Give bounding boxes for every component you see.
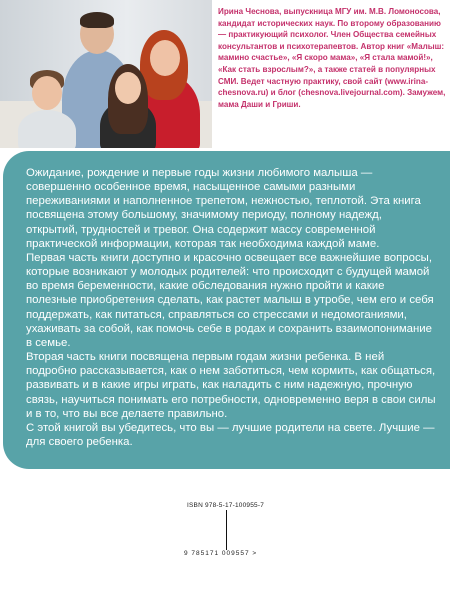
- author-bio: Ирина Чеснова, выпускница МГУ им. М.В. Ломоносова, кандидат исторических наук. По второму образованию — практикующий психолог. Член Общества семейных консультантов и психотерапевтов. Автор книг «Малыш: мамино счастье», «Я скоро мама», «Я стала мамой!», «Как стать взрослым?», а также статей в популярных СМИ. Ведет частную практику, свой сайт (www.irina-chesnova.ru) и блог (chesnova.livejournal.com). Замужем, мама Даши и Гриши.: [218, 7, 446, 109]
- description-paragraph-3: Вторая часть книги посвящена первым годам жизни ребенка. В ней подробно рассказывается, как о нем заботиться, чем кормить, как общаться, развивать и в какие игры играть, как наладить с ним надежную, прочную связь, научиться понимать его потребности, одновременно веря в свои силы и в то, что вы все делаете правильно.: [26, 351, 436, 420]
- description-text: [26, 166, 436, 449]
- description-paragraph-1: Ожидание, рождение и первые годы жизни любимого малыша — совершенно особенное время, насыщенное самыми разными переживаниями и наполненное трепетом, нежностью, теплотой. Эта книга посвящена этому большому, значимому периоду, полному надежд, открытий, трудностей и тревог. Она содержит массу современной практической информации, которая так необходима каждой маме.: [26, 167, 421, 250]
- son-figure: [18, 110, 76, 148]
- barcode-digits: 9 785171 009557 >: [184, 550, 258, 557]
- description-paragraph-2: Первая часть книги доступно и красочно освещает все важнейшие вопросы, которые возникают у молодых родителей: что происходит с будущей мамой во время беременности, какие обследования нужно пройти и какие полезные приобретения сделать, как растет малыш в утробе, чем его и себя поддержать, как питаться, справляться со стрессами и недомоганиями, ухаживать за собой, как помочь себе в родах и сохранить взаимопонимание в семье.: [26, 251, 434, 349]
- daughter-head: [115, 72, 141, 104]
- son-head: [32, 76, 62, 110]
- mother-head: [150, 40, 180, 76]
- father-hair: [80, 12, 114, 28]
- barcode: [184, 510, 264, 550]
- isbn-label: ISBN 978-5-17-100955-7: [187, 502, 265, 509]
- family-photo: [0, 0, 212, 148]
- description-paragraph-4: С этой книгой вы убедитесь, что вы — лучшие родители на свете. Лучшие — для своего ребенка.: [26, 421, 435, 448]
